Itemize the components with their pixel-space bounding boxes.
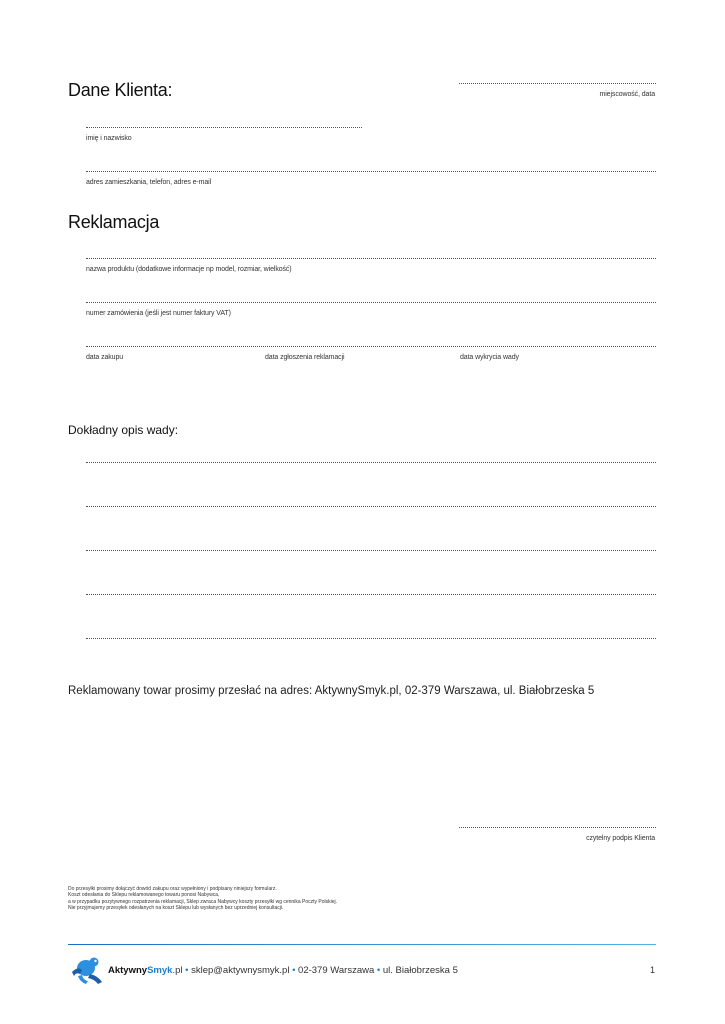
complaint-section-title: Reklamacja	[68, 212, 160, 232]
defect-line-4[interactable]	[86, 594, 656, 595]
fine-print-line-3: a w przypadku pozytywnego rozpatrzenia reklamacji, Sklep zwraca Nabywcy koszty przesyłki wg cennika Poczty Polskiej.	[68, 899, 337, 905]
footer-contact	[108, 965, 458, 976]
footer-separator-2: •	[292, 965, 296, 976]
place-date-line[interactable]	[459, 83, 656, 84]
brand-name-bold: Aktywny	[108, 965, 148, 976]
footer-divider	[68, 944, 656, 945]
brand-name-accent: Smyk	[147, 965, 173, 976]
signature-line[interactable]	[459, 827, 656, 828]
footer-city: 02-379 Warszawa	[298, 965, 375, 976]
fine-print-line-1: Do przesyłki prosimy dołączyć dowód zakupu oraz wypełniony i podpisany niniejszy formularz.	[68, 886, 277, 892]
defect-line-5[interactable]	[86, 638, 656, 639]
defect-date-label: data wykrycia wady	[460, 354, 519, 361]
product-line[interactable]	[86, 258, 656, 259]
footer-street: ul. Białobrzeska 5	[382, 965, 458, 976]
brand-domain: .pl	[172, 965, 183, 976]
footer-email[interactable]: sklep@aktywnysmyk.pl	[191, 965, 290, 976]
address-line[interactable]	[86, 171, 656, 172]
name-label: imię i nazwisko	[86, 135, 132, 142]
signature-label: czytelny podpis Klienta	[586, 835, 655, 842]
aktywnysmyk-logo-icon	[68, 954, 106, 986]
product-label: nazwa produktu (dodatkowe informacje np model, rozmiar, wielkość)	[86, 266, 292, 273]
address-label: adres zamieszkania, telefon, adres e-mail	[86, 179, 212, 186]
page-number: 1	[649, 965, 655, 975]
place-date-label: miejscowość, data	[599, 91, 655, 98]
defect-line-2[interactable]	[86, 506, 656, 507]
client-section-title: Dane Klienta:	[68, 80, 173, 100]
fine-print-line-2: Koszt odesłania do Sklepu reklamowanego towaru ponosi Nabywca,	[68, 892, 220, 898]
defect-line-1[interactable]	[86, 462, 656, 463]
order-label: numer zamówienia (jeśli jest numer faktury VAT)	[86, 310, 231, 317]
fine-print-line-4: Nie przyjmujemy przesyłek odesłanych na koszt Sklepu lub wysłanych bez uprzedniej konsultacji.	[68, 905, 284, 911]
defect-section-title: Dokładny opis wady:	[68, 423, 179, 437]
footer-separator-1: •	[185, 965, 189, 976]
shipping-note: Reklamowany towar prosimy przesłać na adres: AktywnySmyk.pl, 02-379 Warszawa, ul. Białobrzeska 5	[68, 685, 595, 697]
report-date-label: data zgłoszenia reklamacji	[265, 354, 345, 361]
order-line[interactable]	[86, 302, 656, 303]
footer-separator-3: •	[376, 965, 381, 976]
dates-line[interactable]	[86, 346, 656, 347]
name-line[interactable]	[86, 127, 362, 128]
defect-line-3[interactable]	[86, 550, 656, 551]
purchase-date-label: data zakupu	[86, 354, 124, 361]
